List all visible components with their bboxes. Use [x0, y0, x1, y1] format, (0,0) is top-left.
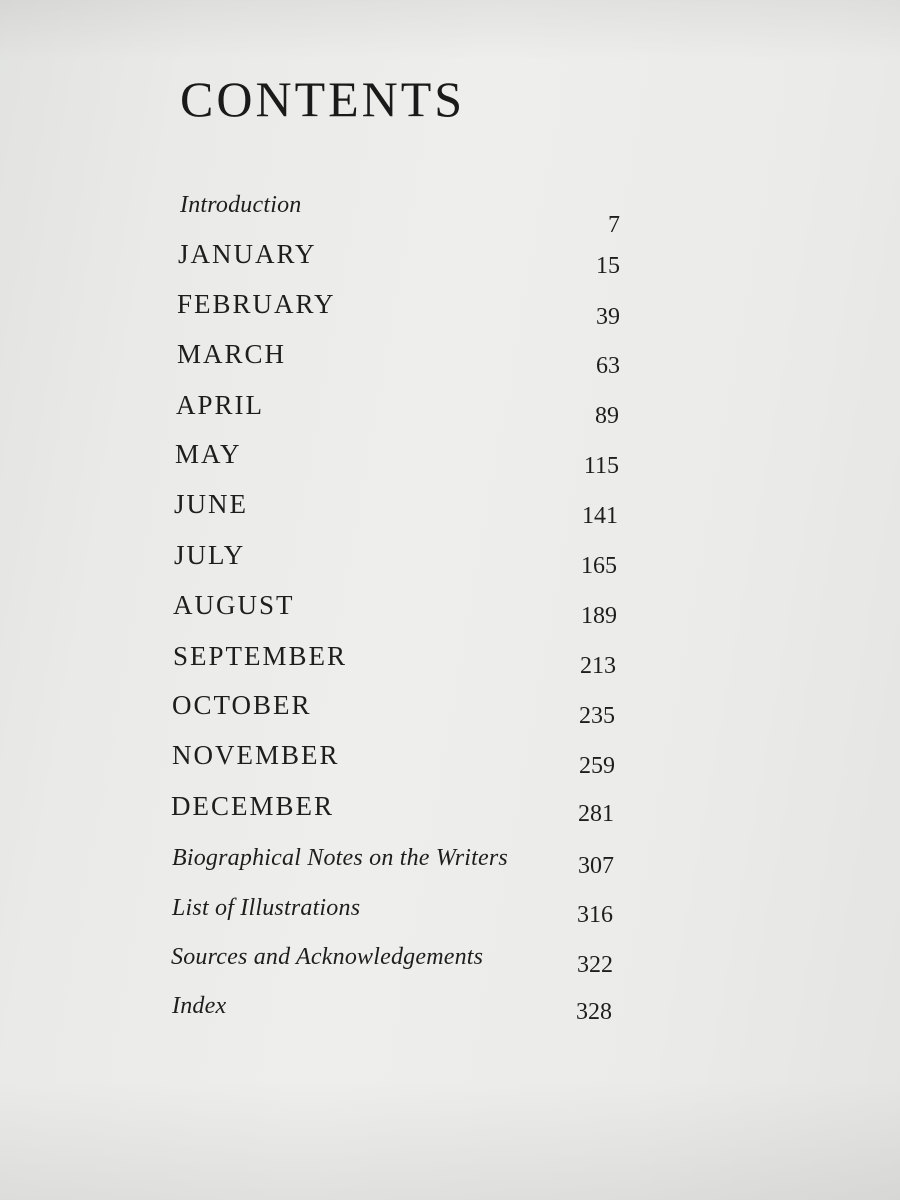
toc-page-number: 89	[595, 403, 619, 429]
toc-label: Sources and Acknowledgements	[171, 944, 484, 970]
toc-page-number: 141	[582, 503, 618, 529]
toc-label: List of Illustrations	[172, 895, 361, 921]
toc-page-number: 281	[578, 801, 614, 827]
toc-label: Biographical Notes on the Writers	[172, 845, 508, 871]
toc-page-number: 189	[581, 603, 617, 629]
toc-label: AUGUST	[173, 590, 295, 620]
toc-page-number: 259	[579, 753, 615, 779]
toc-label: OCTOBER	[172, 690, 312, 720]
toc-page-number: 316	[577, 902, 613, 928]
toc-label: Index	[172, 993, 227, 1019]
toc-label: FEBRUARY	[177, 289, 336, 319]
toc-label: MARCH	[177, 339, 287, 369]
toc-label: MAY	[175, 439, 242, 469]
toc-label: Introduction	[180, 192, 302, 218]
toc-page-number: 213	[580, 653, 616, 679]
toc-page-number: 307	[578, 853, 614, 879]
toc-page-number: 235	[579, 703, 615, 729]
toc-page-number: 165	[581, 553, 617, 579]
toc-page-number: 39	[596, 304, 620, 330]
toc-page-number: 322	[577, 952, 613, 978]
toc-page-number: 328	[576, 999, 612, 1025]
page-shadow-top	[0, 0, 900, 60]
toc-label: NOVEMBER	[172, 740, 340, 770]
page-shadow-bottom	[0, 1080, 900, 1200]
toc-label: JULY	[174, 540, 246, 570]
toc-label: APRIL	[176, 390, 265, 420]
toc-label: SEPTEMBER	[173, 641, 348, 671]
toc-label: JUNE	[174, 489, 248, 519]
toc-page-number: 15	[596, 253, 620, 279]
toc-page-number: 7	[608, 212, 620, 238]
page-title: CONTENTS	[180, 71, 466, 127]
toc-page-number: 115	[583, 453, 619, 479]
toc-label: DECEMBER	[171, 791, 335, 821]
toc-page-number: 63	[596, 353, 620, 379]
toc-label: JANUARY	[178, 239, 317, 269]
